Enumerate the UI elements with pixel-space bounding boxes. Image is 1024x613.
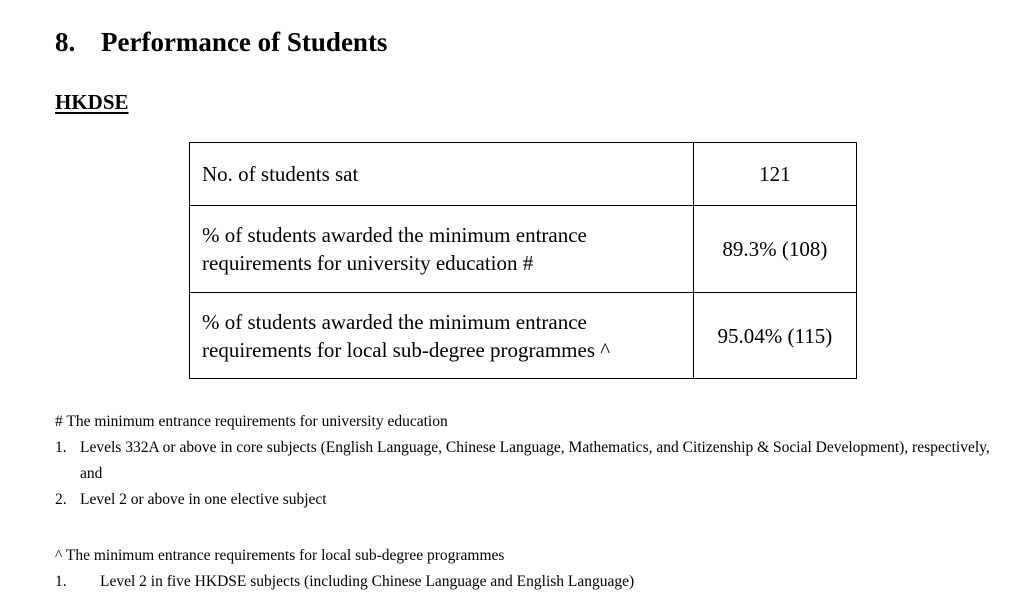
performance-table [189,142,857,379]
list-marker: 2. [55,491,67,508]
subheading-hkdse: HKDSE [55,90,129,114]
list-item-text: Levels 332A or above in core subjects (English Language, Chinese Language, Mathematics, and Citizenship & Social Development), respectively, and [80,439,990,482]
page-title [55,27,387,58]
table-row-label: No. of students sat [190,143,694,206]
section-number: 8. [55,27,76,57]
table-row [190,293,857,379]
list-item-text: Level 2 or above in one elective subject [80,491,327,508]
table-row [190,143,857,206]
note-title: # The minimum entrance requirements for university education [55,413,448,430]
section-title: Performance of Students [101,27,388,57]
table-row [190,206,857,293]
table-row-value: 121 [693,143,856,206]
list-item-text: Level 2 in five HKDSE subjects (including Chinese Language and English Language) [100,573,635,590]
subdegree-requirements-notes [55,543,1005,595]
table-row-label: % of students awarded the minimum entrance requirements for university education # [190,206,694,293]
list-item [55,487,1005,513]
list-marker: 1. [55,573,67,590]
list-item [55,569,1005,595]
table-row-label: % of students awarded the minimum entrance requirements for local sub-degree programmes ^ [190,293,694,379]
list-marker: 1. [55,439,67,456]
table-row-value: 89.3% (108) [693,206,856,293]
note-title: ^ The minimum entrance requirements for local sub-degree programmes [55,547,505,564]
university-requirements-notes [55,409,1005,513]
table-row-value: 95.04% (115) [693,293,856,379]
list-item [55,435,1005,487]
